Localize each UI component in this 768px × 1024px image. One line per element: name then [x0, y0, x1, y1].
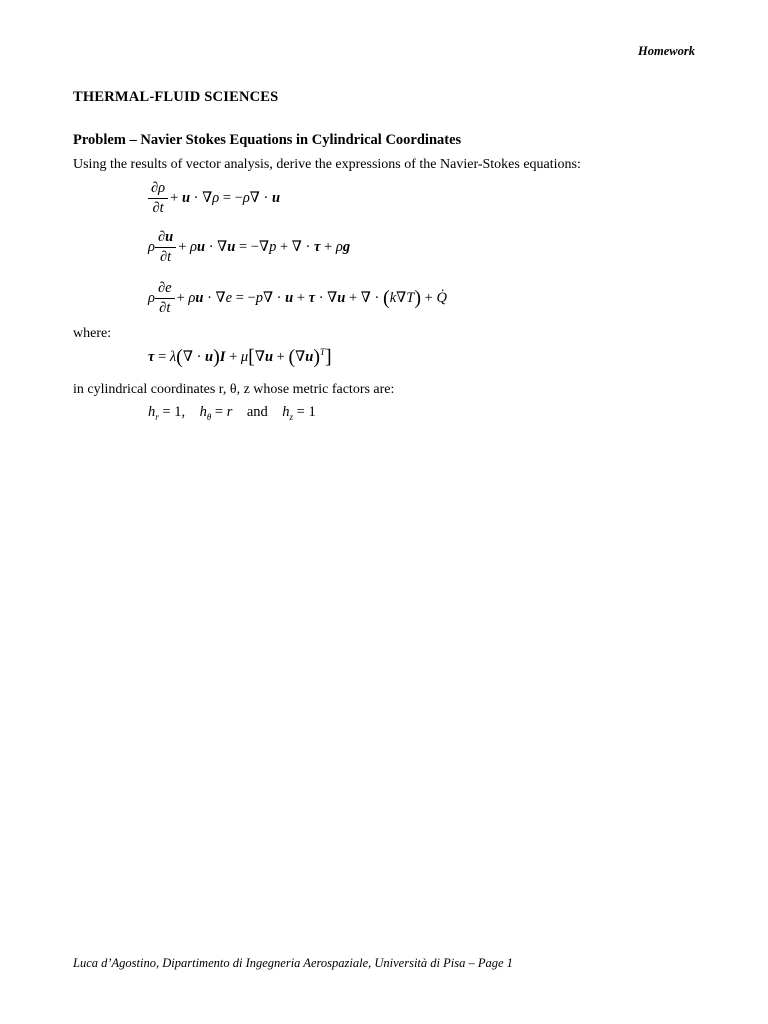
- stress-tensor-equation: $\tau = \lambda(\nabla \cdot u)I + \mu[\nabla u + (\nabla u)^T]$: [148, 346, 332, 368]
- metric-and-text: and: [246, 404, 268, 420]
- momentum-equation: ρ $\frac{\partial u}{\partial t}$ + ρu · ∇u = −∇p + ∇ · τ + ρg: [148, 229, 351, 265]
- page-footer: Luca d’Agostino, Dipartimento di Ingegneria Aerospaziale, Università di Pisa – Page 1: [73, 956, 513, 970]
- cylindrical-text: in cylindrical coordinates r, θ, z whose metric factors are:: [73, 382, 395, 397]
- metric-factors: $h_r = 1$, $h_\theta = r$ and $h_z = 1$: [148, 404, 316, 422]
- continuity-equation: $\frac{\partial\rho}{\partial t}$ + u · ∇ρ = −ρ∇ · u: [148, 180, 280, 217]
- intro-text: Using the results of vector analysis, derive the expressions of the Navier-Stokes equations:: [73, 157, 581, 172]
- problem-title: Problem – Navier Stokes Equations in Cylindrical Coordinates: [73, 132, 462, 148]
- where-text: where:: [73, 326, 112, 341]
- energy-equation: ρ $\frac{\partial e}{\partial t}$ + ρu · ∇e = −p∇ · u + τ · ∇u + ∇ · (k∇T) + Q̇: [148, 280, 447, 316]
- page-header: Homework: [638, 44, 695, 58]
- section-title: THERMAL-FLUID SCIENCES: [73, 89, 279, 105]
